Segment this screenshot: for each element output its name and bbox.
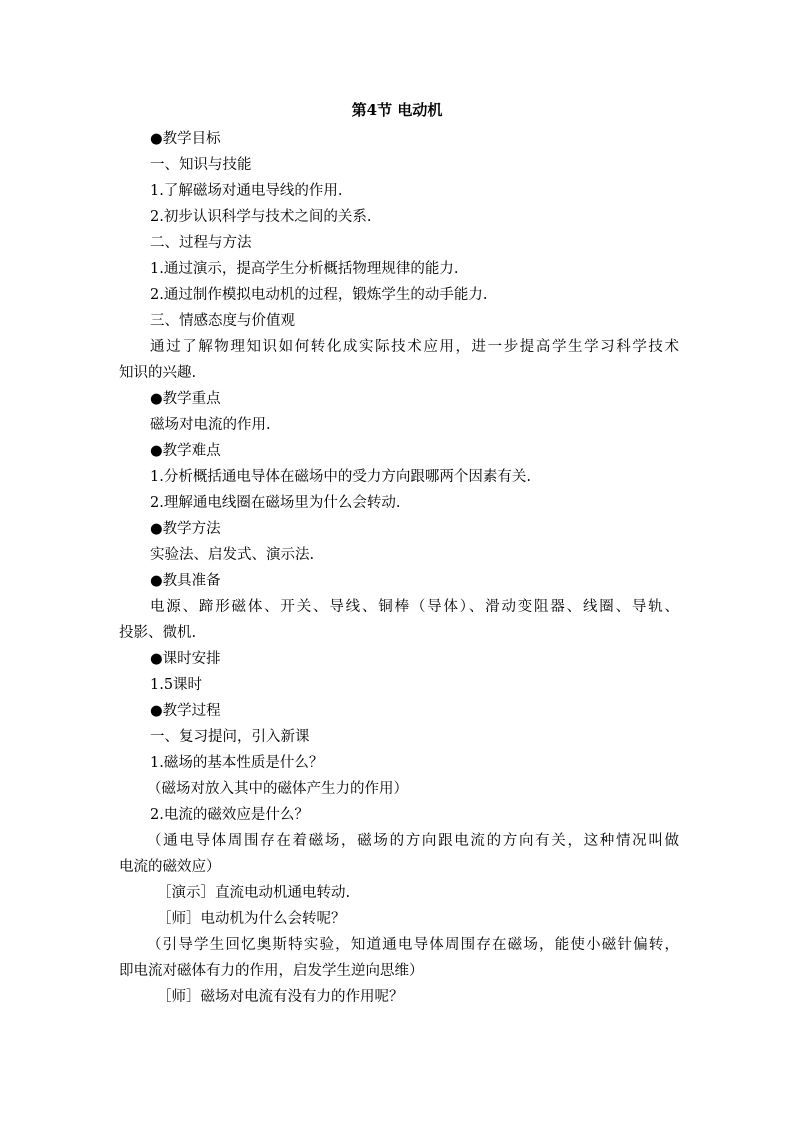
- paragraph-line: （通电导体周围存在着磁场，磁场的方向跟电流的方向有关，这种情况叫做: [147, 833, 679, 849]
- subheading-knowledge-skills: 一、知识与技能: [150, 157, 252, 173]
- paragraph-line: ［师］电动机为什么会转呢？: [157, 911, 346, 927]
- paragraph-line: 电流的磁效应）: [119, 859, 221, 875]
- paragraph-line: 磁场对电流的作用.: [150, 417, 271, 433]
- paragraph-line: 实验法、启发式、演示法.: [150, 547, 315, 563]
- section-heading-methods: ●教学方法: [150, 521, 221, 537]
- subheading-review: 一、复习提问，引入新课: [150, 729, 310, 745]
- paragraph-line: 即电流对磁体有力的作用，启发学生逆向思维）: [119, 963, 424, 979]
- paragraph-line: （引导学生回忆奥斯特实验，知道通电导体周围存在磁场，能使小磁针偏转，: [147, 937, 679, 953]
- paragraph-line: 1.5课时: [150, 677, 203, 693]
- paragraph-line: ［演示］直流电动机通电转动.: [157, 885, 351, 901]
- section-heading-process: ●教学过程: [150, 703, 221, 719]
- page-title: 第4节 电动机: [351, 101, 443, 119]
- paragraph-line: 2.初步认识科学与技术之间的关系.: [150, 209, 372, 225]
- paragraph-line: 1.磁场的基本性质是什么？: [150, 755, 324, 771]
- paragraph-line: ［师］磁场对电流有没有力的作用呢？: [157, 989, 404, 1005]
- subheading-process-method: 二、过程与方法: [150, 235, 252, 251]
- paragraph-line: 2.通过制作模拟电动机的过程，锻炼学生的动手能力.: [150, 287, 488, 303]
- section-heading-key-points: ●教学重点: [150, 391, 221, 407]
- section-heading-materials: ●教具准备: [150, 573, 221, 589]
- section-heading-objectives: ●教学目标: [150, 131, 221, 147]
- paragraph-line: 知识的兴趣.: [119, 365, 197, 381]
- paragraph-line: （磁场对放入其中的磁体产生力的作用）: [147, 781, 408, 797]
- paragraph-line: 2.理解通电线圈在磁场里为什么会转动.: [150, 495, 401, 511]
- paragraph-line: 投影、微机.: [119, 625, 197, 641]
- section-heading-schedule: ●课时安排: [150, 651, 221, 667]
- subheading-attitude-values: 三、情感态度与价值观: [150, 313, 295, 329]
- paragraph-line: 1.分析概括通电导体在磁场中的受力方向跟哪两个因素有关.: [150, 469, 531, 485]
- paragraph-line: 1.了解磁场对通电导线的作用.: [150, 183, 343, 199]
- paragraph-line: 通过了解物理知识如何转化成实际技术应用，进一步提高学生学习科学技术: [150, 339, 679, 355]
- section-heading-difficulties: ●教学难点: [150, 443, 221, 459]
- paragraph-line: 电源、蹄形磁体、开关、导线、铜棒（导体）、滑动变阻器、线圈、导轨、: [150, 599, 679, 615]
- paragraph-line: 2.电流的磁效应是什么？: [150, 807, 309, 823]
- paragraph-line: 1.通过演示，提高学生分析概括物理规律的能力.: [150, 261, 459, 277]
- document-body: [119, 126, 679, 1010]
